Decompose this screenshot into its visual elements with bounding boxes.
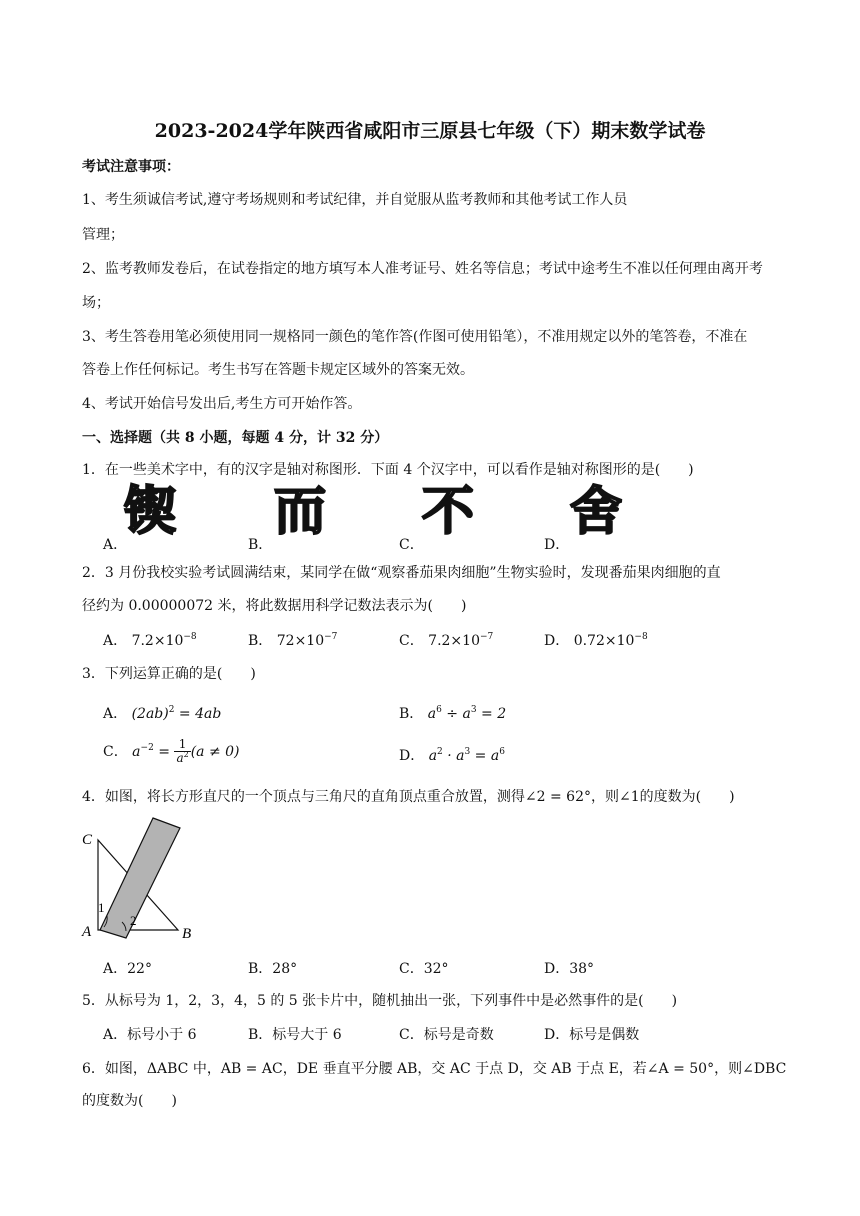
exponent: 6	[436, 705, 442, 715]
option-label: C．	[399, 1027, 424, 1043]
option-base: 7.2×10	[428, 633, 480, 649]
question-4-stem: 4．如图，将长方形直尺的一个顶点与三角尺的直角顶点重合放置，测得∠2 = 62°，则∠1的度数为( )	[82, 789, 735, 805]
notice-line: 4、考试开始信号发出后,考生方可开始作答。	[82, 396, 362, 412]
triangle-ruler-figure	[78, 810, 208, 945]
q2-option-d	[544, 630, 648, 650]
label-a: A	[82, 924, 92, 940]
option-text: 22°	[127, 961, 152, 977]
q5-option-d	[544, 1024, 639, 1044]
notice-line: 1、考生须诚信考试,遵守考场规则和考试纪律，并自觉服从监考教师和其他考试工作人员	[82, 192, 628, 208]
option-exponent: −8	[634, 632, 648, 642]
fraction-numerator: 1	[174, 738, 190, 752]
q4-option-c	[399, 958, 449, 978]
q3-option-b	[399, 703, 506, 723]
label-angle-2: 2	[130, 913, 137, 928]
option-label: B．	[248, 633, 273, 649]
notice-line: 2、监考教师发卷后，在试卷指定的地方填写本人准考证号、姓名等信息；考试中途考生不准以任何理由离开考	[82, 261, 763, 277]
exponent: 6	[499, 747, 505, 757]
option-label: D．	[544, 633, 570, 649]
option-a-label: A．	[103, 537, 128, 553]
option-label: A．	[103, 961, 128, 977]
section-heading: 一、选择题（共 8 小题，每题 4 分，计 32 分）	[82, 430, 389, 446]
char-option-d: 舍	[570, 482, 623, 542]
option-text: 28°	[272, 961, 298, 977]
exponent: 2	[168, 705, 175, 715]
option-label: C．	[399, 633, 424, 649]
option-label: B．	[248, 961, 273, 977]
char-option-b: 而	[274, 482, 327, 542]
q5-option-c	[399, 1024, 494, 1044]
exponent: 2	[183, 750, 189, 759]
option-label: D．	[399, 748, 425, 764]
label-b: B	[182, 926, 192, 942]
q3-option-d	[399, 745, 505, 765]
question-2-line: 径约为 0.00000072 米，将此数据用科学记数法表示为( )	[82, 598, 467, 614]
math: (a ≠ 0)	[190, 744, 240, 760]
math: = 2	[476, 706, 507, 722]
question-6-line: 6．如图，ΔABC 中，AB = AC，DE 垂直平分腰 AB，交 AC 于点 D，交 AB 于点 E，若∠A = 50°，则∠DBC	[82, 1061, 787, 1077]
question-3-stem: 3．下列运算正确的是( )	[82, 666, 256, 682]
exponent: 3	[470, 705, 477, 715]
option-label: D．	[544, 1027, 570, 1043]
q2-option-b	[248, 630, 337, 650]
option-label: C．	[103, 744, 128, 760]
option-base: 0.72×10	[573, 633, 635, 649]
math: =	[153, 744, 175, 760]
option-base: 7.2×10	[131, 633, 184, 649]
option-label: A．	[103, 1027, 128, 1043]
q3-option-a	[103, 703, 221, 723]
option-label: D．	[544, 961, 570, 977]
option-text: 标号小于 6	[127, 1027, 197, 1043]
option-label: A．	[103, 633, 128, 649]
math: · a	[442, 748, 465, 764]
q3-option-c	[103, 738, 240, 766]
math: (2ab)	[131, 706, 169, 722]
question-6-line: 的度数为( )	[82, 1093, 177, 1109]
question-5-stem: 5．从标号为 1，2，3，4，5 的 5 张卡片中，随机抽出一张，下列事件中是必然事件的是( )	[82, 993, 678, 1009]
option-label: B．	[248, 1027, 273, 1043]
option-exponent: −7	[479, 632, 494, 642]
question-1-stem: 1．在一些美术字中，有的汉字是轴对称图形．下面 4 个汉字中，可以看作是轴对称图形的是( )	[82, 462, 694, 478]
ruler	[100, 818, 180, 938]
math: = a	[470, 748, 500, 764]
math: a	[428, 748, 438, 764]
option-label: B．	[399, 706, 424, 722]
fraction	[174, 738, 190, 766]
option-base: 72×10	[276, 633, 325, 649]
label-c: C	[82, 832, 93, 848]
math: a	[427, 706, 437, 722]
option-text: 38°	[569, 961, 595, 977]
option-text: 32°	[423, 961, 449, 977]
math: = 4ab	[174, 706, 222, 722]
notice-line: 3、考生答卷用笔必须使用同一规格同一颜色的笔作答(作图可使用铅笔），不准用规定以外的笔答卷，不准在	[82, 329, 748, 345]
char-option-a: 锲	[124, 482, 177, 542]
q4-option-d	[544, 958, 594, 978]
math: a	[176, 751, 184, 765]
notice-line: 答卷上作任何标记。考生书写在答题卡规定区域外的答案无效。	[82, 362, 474, 378]
math: a	[132, 744, 141, 760]
q4-option-b	[248, 958, 297, 978]
notice-heading: 考试注意事项：	[82, 159, 180, 175]
q4-option-a	[103, 958, 152, 978]
exponent: 3	[464, 747, 471, 757]
option-text: 标号是奇数	[423, 1027, 494, 1043]
notice-line: 场；	[82, 295, 110, 311]
exponent: −2	[140, 743, 154, 753]
option-b-label: B．	[248, 537, 273, 553]
exponent: 2	[437, 747, 443, 757]
option-exponent: −7	[324, 632, 338, 642]
q5-option-b	[248, 1024, 342, 1044]
question-2-line: 2．3 月份我校实验考试圆满结束，某同学在做“观察番茄果肉细胞”生物实验时，发现番茄果肉细胞的直	[82, 565, 721, 581]
option-text: 标号大于 6	[272, 1027, 342, 1043]
q2-option-c	[399, 630, 493, 650]
q5-option-a	[103, 1024, 196, 1044]
char-option-c: 不	[422, 482, 475, 542]
label-angle-1: 1	[98, 900, 105, 915]
option-c-label: C．	[399, 537, 424, 553]
fraction-denominator	[174, 752, 190, 766]
notice-line: 管理；	[82, 227, 124, 243]
option-d-label: D．	[544, 537, 570, 553]
q2-option-a	[103, 630, 197, 650]
option-text: 标号是偶数	[569, 1027, 640, 1043]
option-label: A．	[103, 706, 128, 722]
math: ÷ a	[441, 706, 471, 722]
option-exponent: −8	[183, 632, 197, 642]
question-1-options	[82, 484, 782, 554]
option-label: C．	[399, 961, 424, 977]
page-title: 2023-2024学年陕西省咸阳市三原县七年级（下）期末数学试卷	[154, 120, 706, 142]
